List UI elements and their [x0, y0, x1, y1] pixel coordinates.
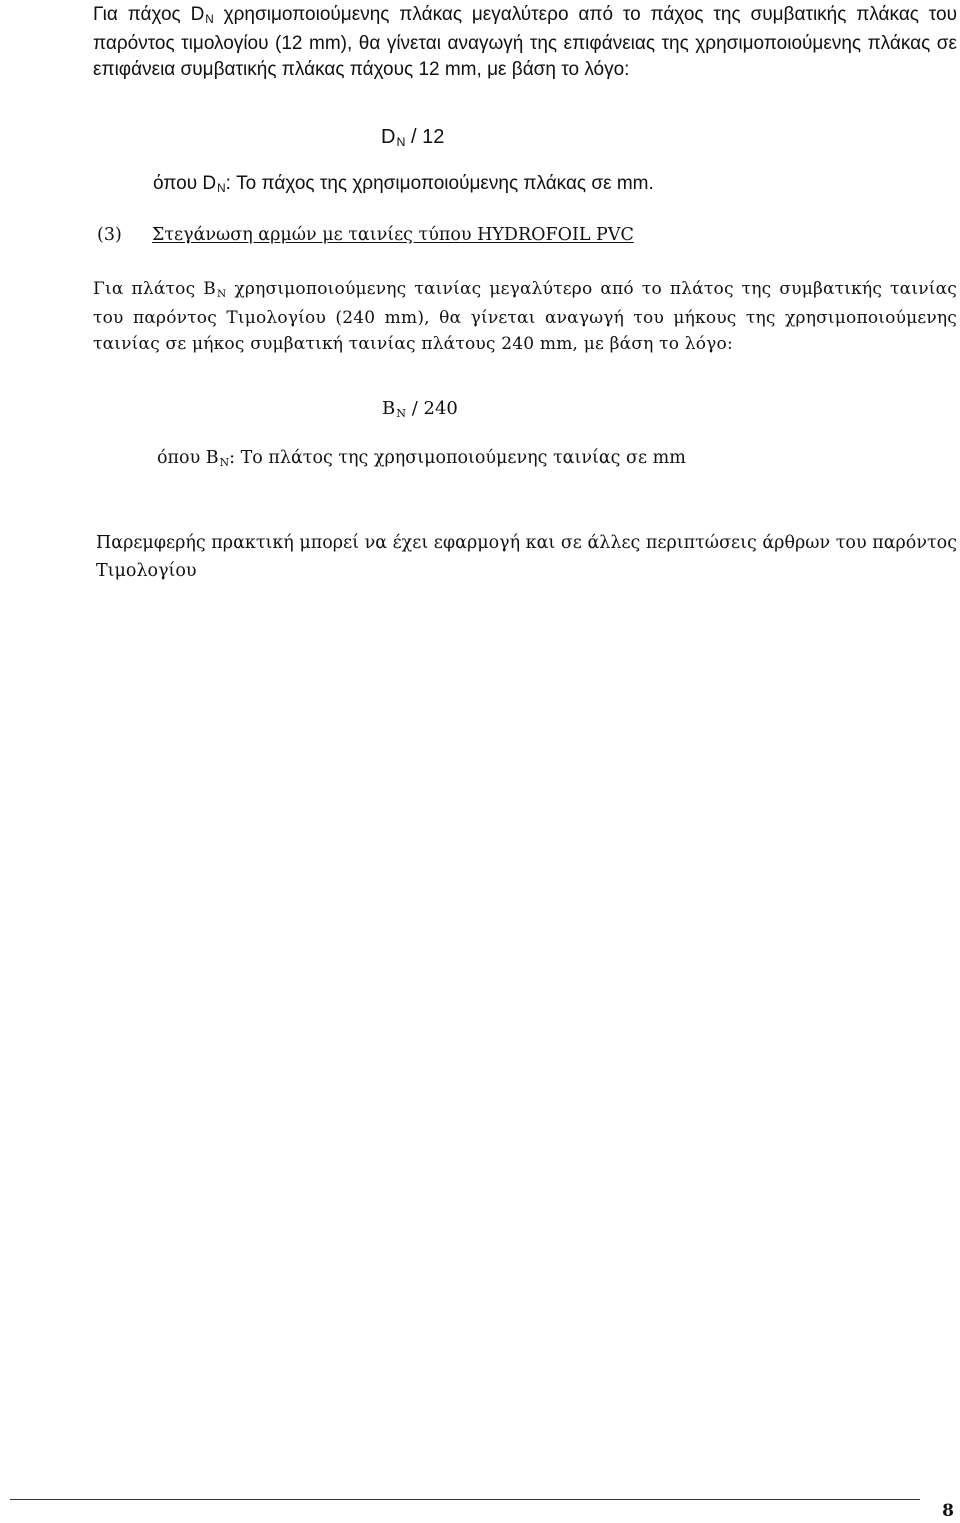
paragraph-prefix: Για πάχος D	[93, 4, 205, 25]
formula-thickness-ratio	[381, 126, 444, 149]
section-number: (3)	[97, 225, 122, 245]
definition-prefix: όπου B	[157, 448, 219, 468]
formula-subscript: N	[396, 135, 406, 150]
paragraph-prefix: Για πλάτος B	[93, 279, 217, 299]
definition-subscript: N	[217, 182, 226, 196]
paragraph-tape-width	[93, 276, 957, 358]
definition-text: : Το πάχος της χρησιμοποιούμενης πλάκας σε mm.	[225, 173, 654, 194]
definition-text: : Το πλάτος της χρησιμοποιούμενης ταινίας σε mm	[229, 448, 686, 468]
formula-denominator: / 240	[406, 398, 458, 419]
footer-divider	[10, 1499, 920, 1500]
paragraph-slab-thickness	[93, 2, 957, 84]
paragraph-suffix: χρησιμοποιούμενης πλάκας μεγαλύτερο από το πάχος της συμβατικής πλάκας του παρόντος τιμολογίου (12 mm), θα γίνεται αναγωγή της επιφάνειας της χρησιμοποιούμενης πλάκας σε επιφάνεια συμβατικής πλάκας πάχους 12 mm, με βάση το λόγο:	[93, 4, 957, 81]
page-number: 8	[942, 1501, 954, 1521]
definition-subscript: N	[219, 456, 230, 470]
subscript-n: N	[205, 13, 214, 27]
formula-denominator: / 12	[405, 126, 445, 148]
formula-variable: B	[382, 398, 396, 419]
paragraph-suffix: χρησιμοποιούμενης ταινίας μεγαλύτερο από το πλάτος της συμβατικής ταινίας του παρόντος Τιμολογίου (240 mm), θα γίνεται αναγωγή του μήκους της χρησιμοποιούμενης ταινίας σε μήκος συμβατική ταινίας πλάτους 240 mm, με βάση το λόγο:	[93, 279, 958, 355]
definition-prefix: όπου D	[153, 173, 217, 194]
formula-subscript: N	[396, 407, 406, 421]
paragraph-similar-practice: Παρεμφερής πρακτική μπορεί να έχει εφαρμογή και σε άλλες περιπτώσεις άρθρων του παρόντος Τιμολογίου	[96, 533, 957, 581]
formula-variable: D	[381, 126, 396, 148]
formula-width-ratio	[382, 398, 458, 419]
formula-width-definition	[157, 448, 686, 468]
section-heading-3	[97, 225, 634, 245]
section-title: Στεγάνωση αρμών με ταινίες τύπου HYDROFOIL PVC	[152, 225, 634, 245]
subscript-n: N	[217, 287, 227, 300]
formula-thickness-definition	[153, 173, 654, 195]
